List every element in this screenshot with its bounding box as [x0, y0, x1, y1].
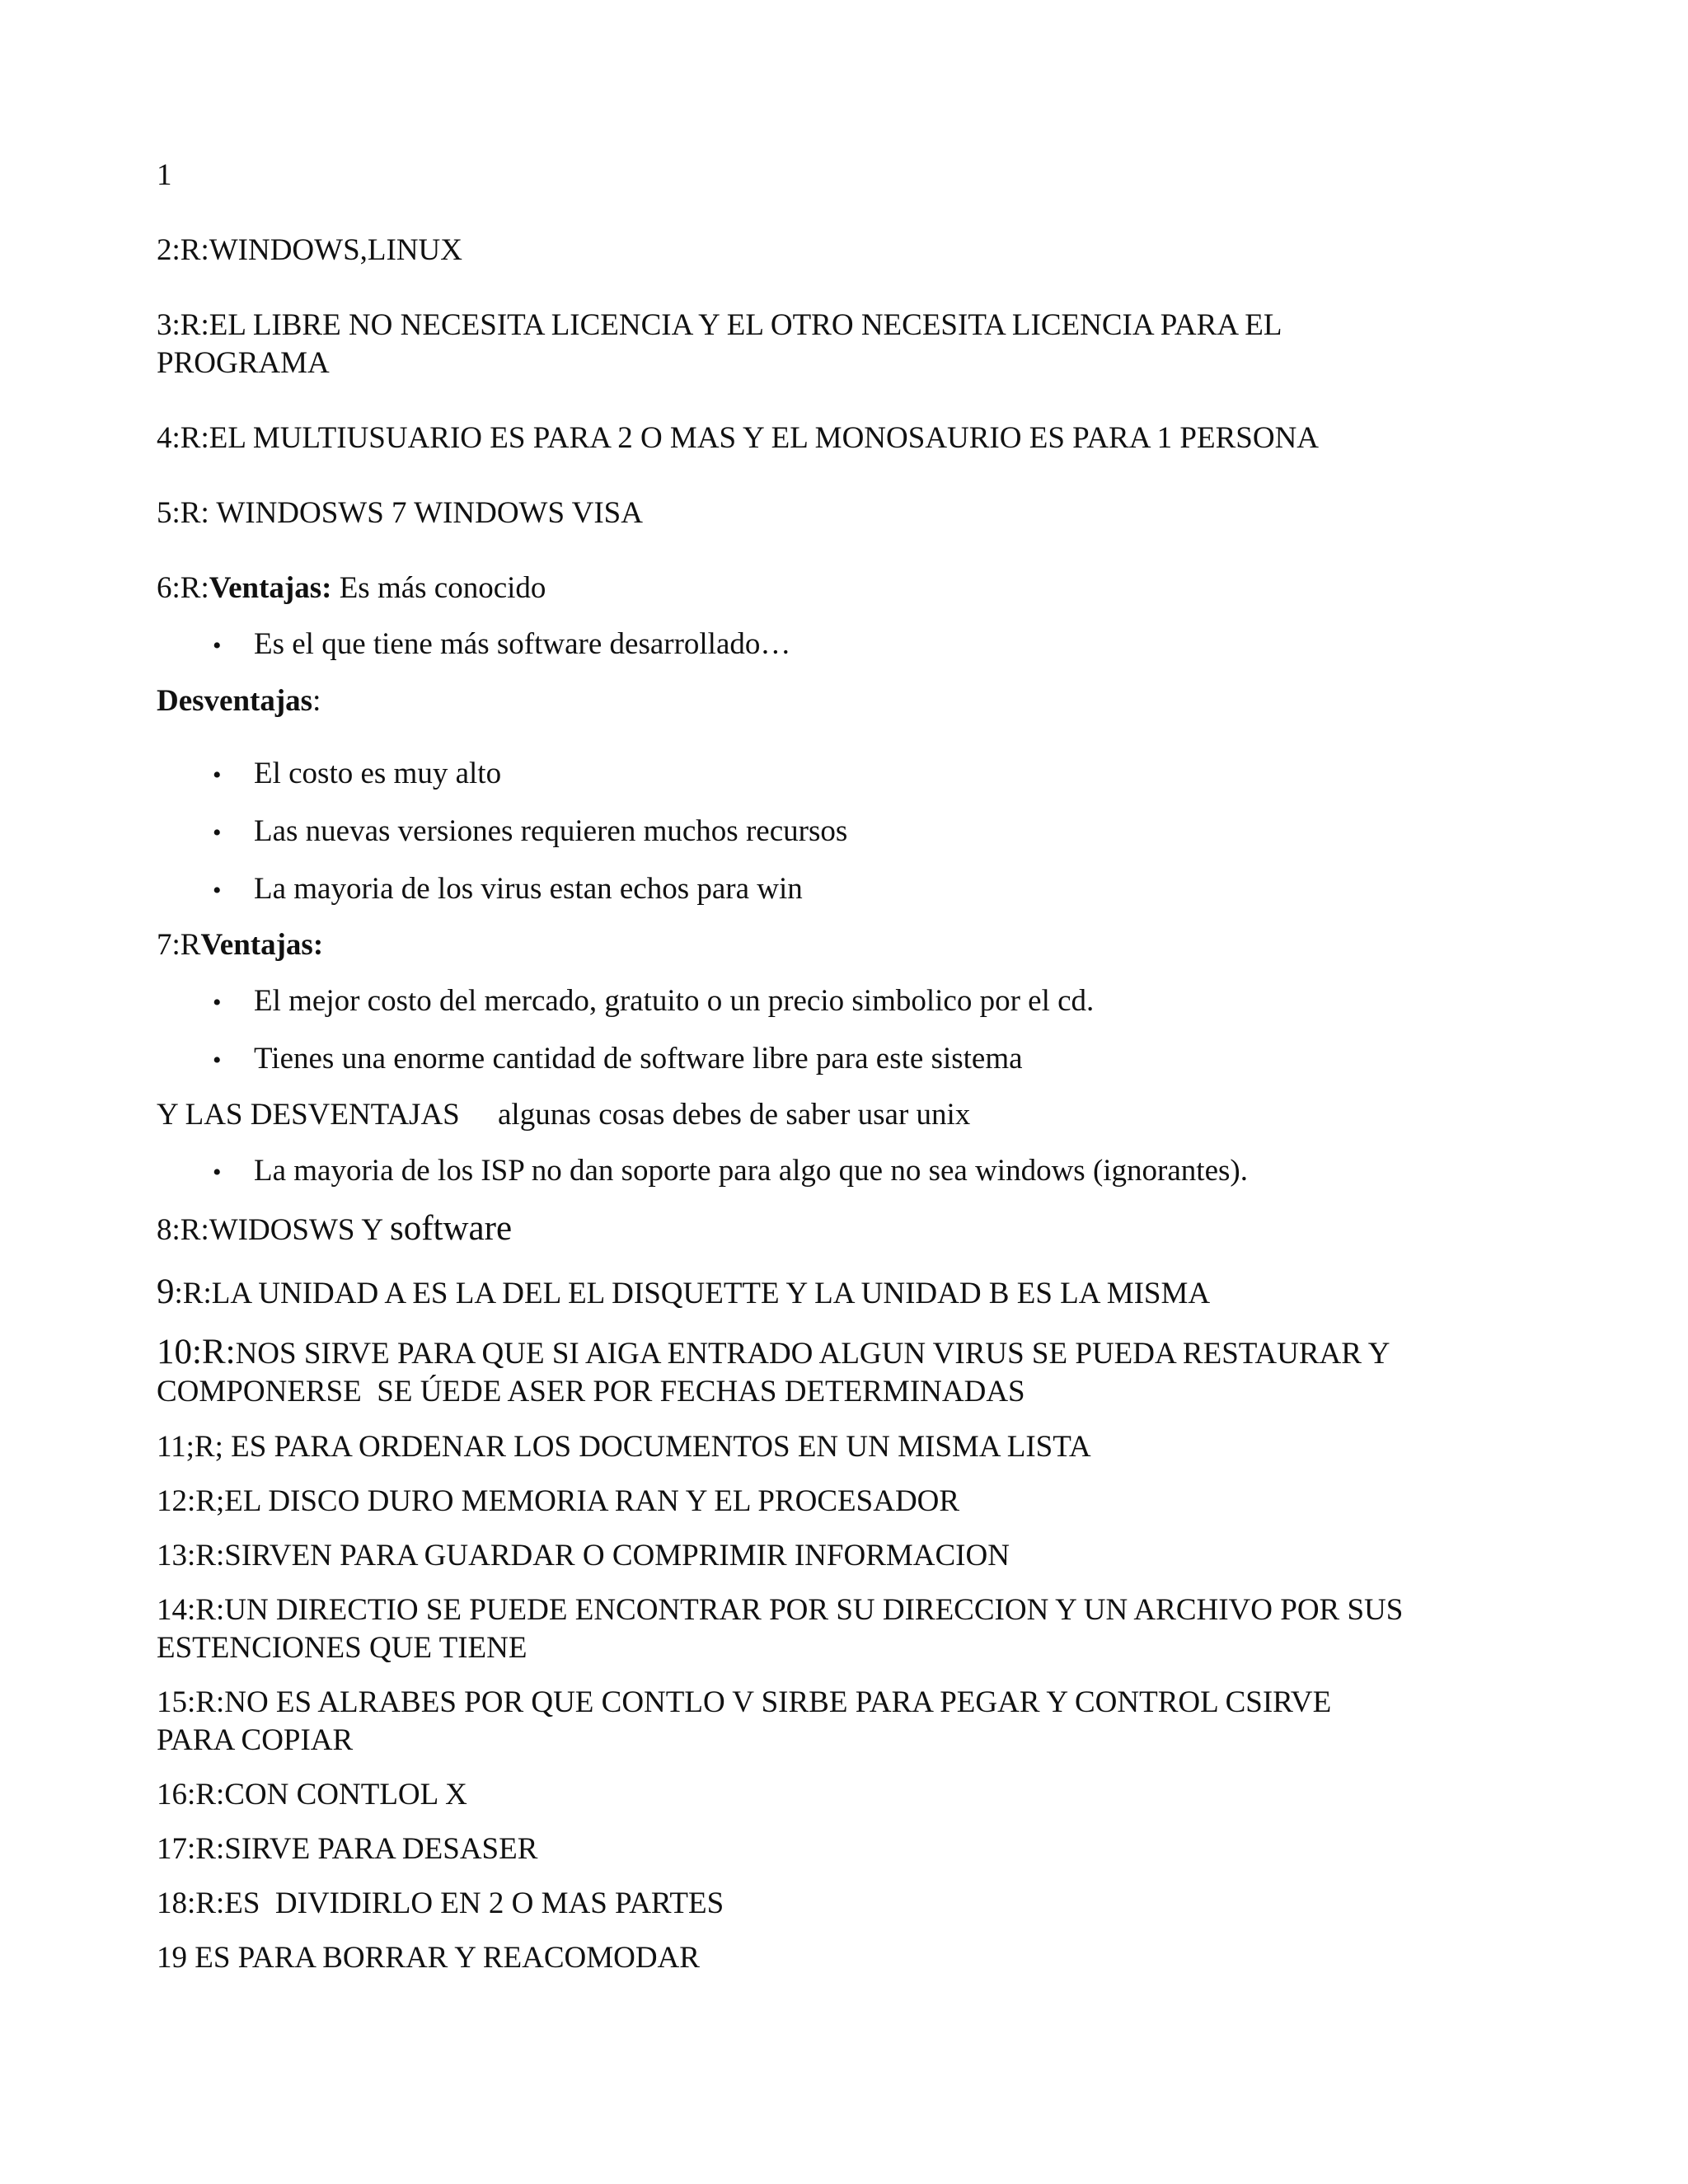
bullet-icon: •	[213, 989, 222, 1016]
answer-9-number: 9	[157, 1272, 175, 1311]
bullet-icon: •	[213, 1047, 222, 1074]
answer-7-disadvantages: Y LAS DESVENTAJAS algunas cosas debes de saber usar unix	[157, 1098, 971, 1132]
list-item	[213, 1040, 1023, 1080]
answer-16: 16:R:CON CONTLOL X	[157, 1778, 467, 1811]
advantages-heading: Ventajas:	[209, 571, 332, 605]
list-item	[213, 626, 790, 665]
answer-13: 13:R:SIRVEN PARA GUARDAR O COMPRIMIR INFORMACION	[157, 1539, 1010, 1572]
answer-14-line-1: 14:R:UN DIRECTIO SE PUEDE ENCONTRAR POR SU DIRECCION Y UN ARCHIVO POR SUS	[157, 1593, 1404, 1627]
answer-9	[157, 1273, 1210, 1313]
answer-4: 4:R:EL MULTIUSUARIO ES PARA 2 O MAS Y EL MONOSAURIO ES PARA 1 PERSONA	[157, 421, 1320, 455]
answer-8-software: software	[389, 1209, 513, 1248]
answer-11: 11;R; ES PARA ORDENAR LOS DOCUMENTOS EN UN MISMA LISTA	[157, 1430, 1091, 1464]
list-item	[213, 755, 501, 794]
answer-19: 19 ES PARA BORRAR Y REACOMODAR	[157, 1941, 700, 1975]
advantages-heading: Ventajas:	[200, 928, 324, 962]
answer-5: 5:R: WINDOSWS 7 WINDOWS VISA	[157, 496, 643, 530]
answer-6	[157, 569, 546, 607]
answer-15-line-1: 15:R:NO ES ALRABES POR QUE CONTLO V SIRBE PARA PEGAR Y CONTROL CSIRVE	[157, 1685, 1332, 1719]
answer-3-line-2: PROGRAMA	[157, 346, 330, 380]
list-item-text: Tienes una enorme cantidad de software libre para este sistema	[254, 1042, 1023, 1076]
answer-12: 12:R;EL DISCO DURO MEMORIA RAN Y EL PROCESADOR	[157, 1484, 960, 1518]
answer-8	[157, 1210, 512, 1249]
list-item-text: Es el que tiene más software desarrollado…	[254, 627, 791, 661]
disadvantages-label: Desventajas	[157, 684, 313, 718]
answer-17: 17:R:SIRVE PARA DESASER	[157, 1832, 538, 1866]
answer-6-prefix: 6:R:	[157, 571, 209, 605]
list-item-text: La mayoria de los ISP no dan soporte para algo que no sea windows (ignorantes).	[254, 1154, 1248, 1188]
answer-15-line-2: PARA COPIAR	[157, 1723, 354, 1757]
list-item-text: La mayoria de los virus estan echos para win	[254, 872, 803, 906]
answer-7-prefix: 7:R	[157, 928, 201, 962]
bullet-icon: •	[213, 877, 222, 904]
answer-9-text: :R:LA UNIDAD A ES LA DEL EL DISQUETTE Y LA UNIDAD B ES LA MISMA	[174, 1277, 1211, 1310]
answer-2: 2:R:WINDOWS,LINUX	[157, 233, 462, 267]
answer-8-text: 8:R:WIDOSWS Y	[157, 1213, 390, 1247]
disadvantages-colon: :	[312, 684, 321, 718]
answer-1: 1	[157, 158, 172, 192]
bullet-icon: •	[213, 1159, 222, 1186]
answer-10-line-1	[157, 1333, 1390, 1373]
list-item	[213, 1152, 1248, 1192]
list-item-text: Las nuevas versiones requieren muchos recursos	[254, 814, 848, 848]
answer-18: 18:R:ES DIVIDIRLO EN 2 O MAS PARTES	[157, 1886, 724, 1920]
answer-6-text: Es más conocido	[331, 571, 546, 605]
answer-3-line-1: 3:R:EL LIBRE NO NECESITA LICENCIA Y EL OTRO NECESITA LICENCIA PARA EL	[157, 308, 1282, 342]
list-item	[213, 870, 803, 910]
answer-14-line-2: ESTENCIONES QUE TIENE	[157, 1631, 528, 1665]
bullet-icon: •	[213, 819, 222, 846]
list-item	[213, 813, 847, 852]
answer-10-number: 10:R:	[157, 1333, 236, 1371]
answer-10-line-2: COMPONERSE SE ÚEDE ASER POR FECHAS DETERMINADAS	[157, 1375, 1025, 1408]
list-item	[213, 982, 1094, 1022]
bullet-icon: •	[213, 632, 222, 659]
answer-7	[157, 926, 323, 964]
answer-10-text: NOS SIRVE PARA QUE SI AIGA ENTRADO ALGUN VIRUS SE PUEDA RESTAURAR Y	[235, 1337, 1390, 1371]
list-item-text: El costo es muy alto	[254, 757, 502, 790]
disadvantages-heading	[157, 682, 321, 720]
list-item-text: El mejor costo del mercado, gratuito o un precio simbolico por el cd.	[254, 984, 1095, 1018]
bullet-icon: •	[213, 762, 222, 789]
